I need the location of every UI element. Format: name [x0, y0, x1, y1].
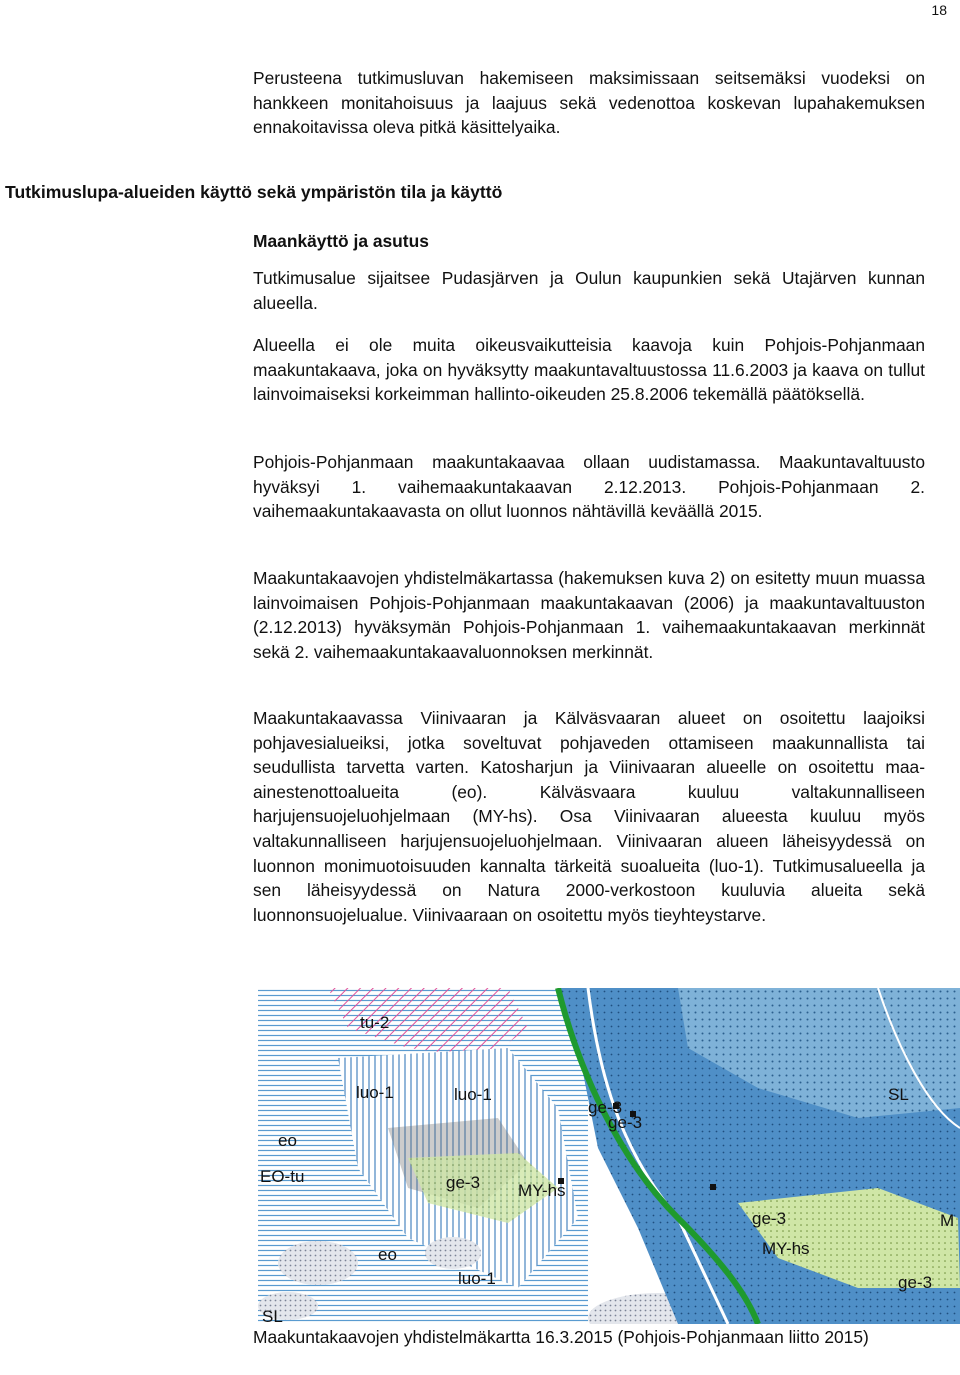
- section-heading: Tutkimuslupa-alueiden käyttö sekä ympäristön tila ja käyttö: [5, 182, 503, 202]
- paragraph-groundwater-areas: Maakuntakaavassa Viinivaaran ja Kälväsvaaran alueet on osoitettu laajoiksi pohjavesialueiksi, jotka soveltuvat pohjaveden ottamiseen maakunnallista tai seudullista tarvetta varten. Katosharjun ja Viinivaaran alueelle on osoitettu maa-ainestenottoalueita (eo). Kälväsvaara kuuluu valtakunnalliseen harjujensuojeluohjelmaan (MY-hs). Osa Viinivaaran alueesta kuuluu myös valtakunnalliseen harjujensuojeluohjelmaan. Viinivaaran alueen läheisyydessä on luonnon monimuotoisuuden kannalta tärkeitä suoalueita (luo-1). Tutkimusalueella ja sen läheisyydessä on Natura 2000-verkostoon kuuluvia alueita sekä luonnonsuojelualue. Viinivaaraan on osoitettu myös tieyhteystarve.: [253, 708, 925, 925]
- map-label-sl-b: SL: [262, 1307, 283, 1324]
- map-label-ge-3-c: ge-3: [608, 1113, 643, 1132]
- map-label-luo-1-b: luo-1: [454, 1085, 492, 1104]
- map-label-my-hs-b: MY-hs: [762, 1239, 810, 1258]
- paragraph-combination-map: Maakuntakaavojen yhdistelmäkartassa (hakemuksen kuva 2) on esitetty muun muassa lainvoimaisen Pohjois-Pohjanmaan maakuntakaavan (2006) ja maakuntavaltuuston (2.12.2013) hyväksymän Pohjois-Pohjanmaan 1. vaihemaakuntakaavan merkinnät sekä 2. vaihemaakuntakaavaluonnoksen merkinnät.: [253, 568, 925, 662]
- map-label-eo-b: eo: [378, 1245, 397, 1264]
- map-label-luo-1-c: luo-1: [458, 1269, 496, 1288]
- map-label-ge-3-a: ge-3: [446, 1173, 481, 1192]
- regional-plan-map: [258, 988, 960, 1324]
- page-number: 18: [931, 2, 947, 18]
- map-label-luo-1-a: luo-1: [356, 1083, 394, 1102]
- map-label-eo: eo: [278, 1131, 297, 1150]
- map-caption: Maakuntakaavojen yhdistelmäkartta 16.3.2015 (Pohjois-Pohjanmaan liitto 2015): [253, 1327, 869, 1347]
- map-label-tu-2: tu-2: [360, 1013, 390, 1032]
- paragraph-location: Tutkimusalue sijaitsee Pudasjärven ja Oulun kaupunkien sekä Utajärven kunnan alueella.: [253, 268, 925, 313]
- paragraph-regional-plan: Alueella ei ole muita oikeusvaikutteisia kaavoja kuin Pohjois-Pohjanmaan maakuntakaava, joka on hyväksytty maakuntavaltuustossa 11.6.2003 ja kaava on tullut lainvoimaiseksi korkeimman hallinto-oikeuden 25.8.2006 tekemällä päätöksellä.: [253, 335, 925, 405]
- map-label-my-hs-a: MY-hs: [518, 1181, 566, 1200]
- map-label-ge-3-d: ge-3: [752, 1209, 787, 1228]
- subsection-heading: Maankäyttö ja asutus: [253, 231, 429, 251]
- paragraph-plan-renewal: Pohjois-Pohjanmaan maakuntakaavaa ollaan uudistamassa. Maakuntavaltuusto hyväksyi 1. vaihemaakuntakaavan 2.12.2013. Pohjois-Pohjanmaan 2. vaihemaakuntakaavasta on ollut luonnos nähtävillä keväällä 2015.: [253, 452, 925, 522]
- map-label-ge-3-b: ge-3: [588, 1098, 623, 1117]
- intro-paragraph: Perusteena tutkimusluvan hakemiseen maksimissaan seitsemäksi vuodeksi on hankkeen monitahoisuus ja laajuus sekä vedenottoa koskevan lupahakemuksen ennakoitavissa oleva pitkä käsittelyaika.: [253, 68, 925, 138]
- map-label-m: M: [940, 1211, 955, 1230]
- map-label-eo-tu: EO-tu: [260, 1167, 305, 1186]
- map-label-ge-3-e: ge-3: [898, 1273, 933, 1292]
- map-label-sl-a: SL: [888, 1085, 909, 1104]
